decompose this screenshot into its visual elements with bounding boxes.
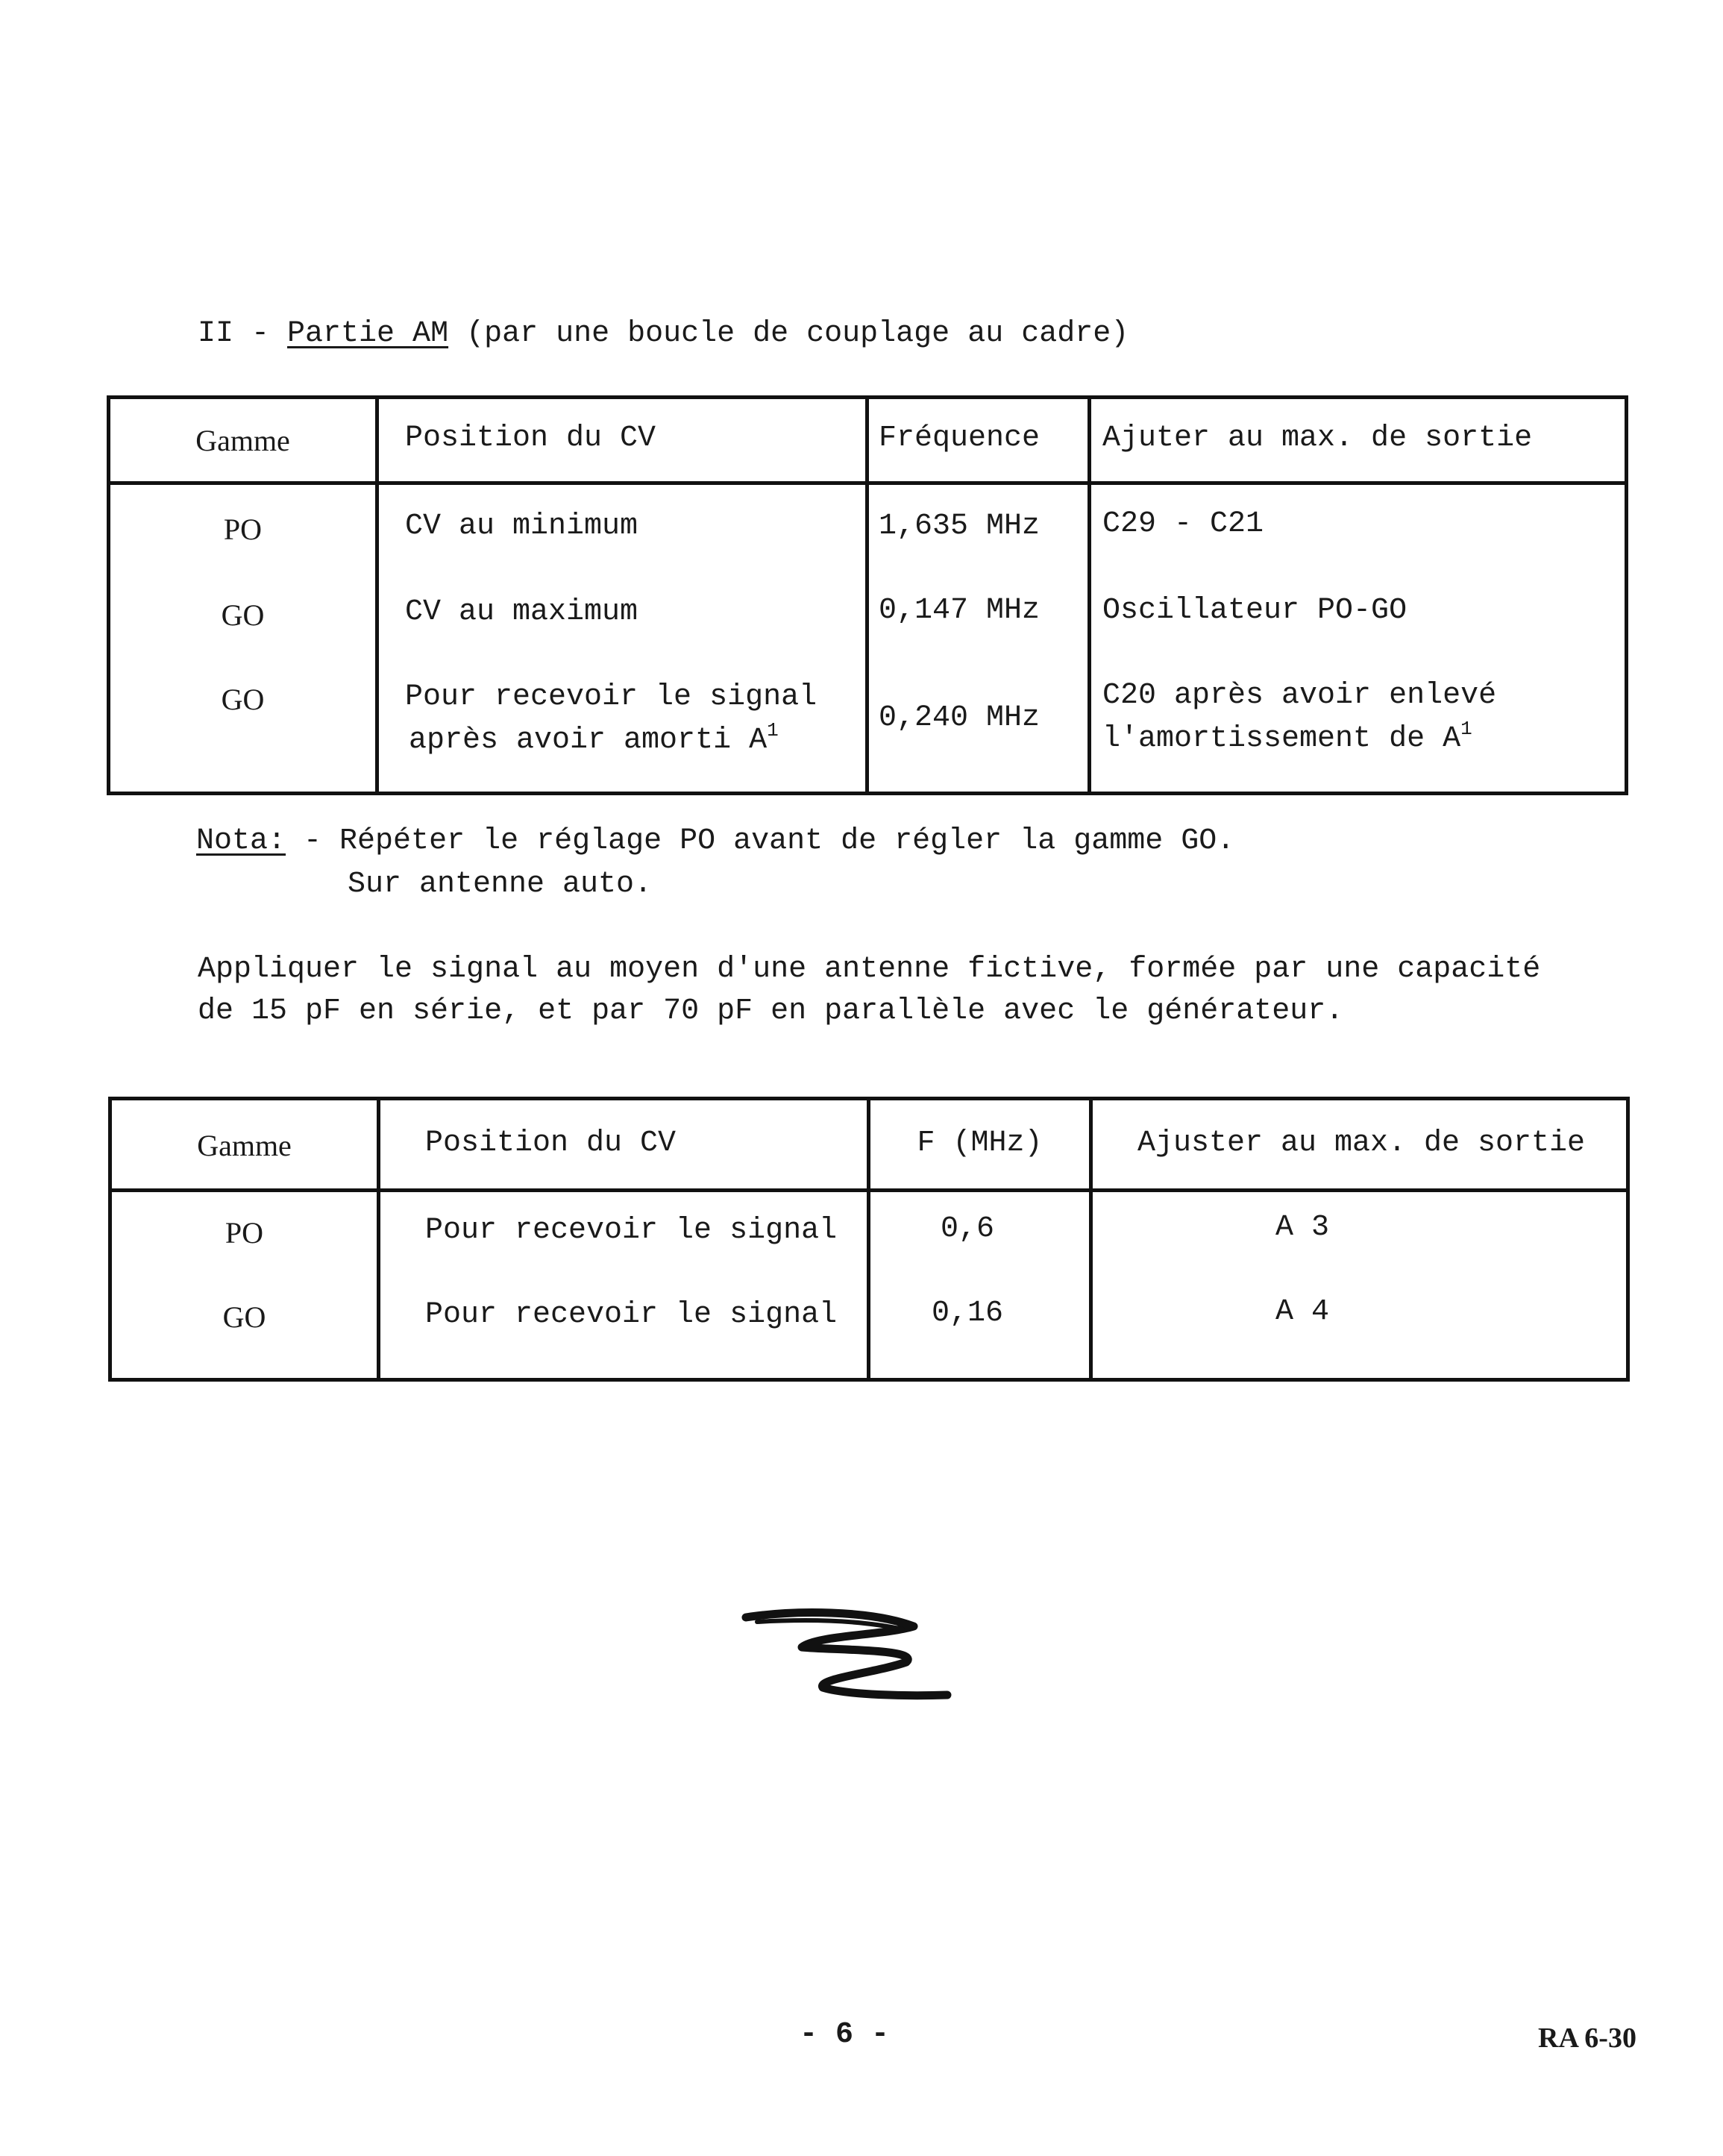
table1-header-ajuster: Ajuter au max. de sortie bbox=[1102, 422, 1533, 455]
nota-label: Nota: bbox=[196, 824, 286, 858]
table1-row1-position: CV au minimum bbox=[405, 510, 638, 543]
section-prefix: II - bbox=[198, 317, 288, 351]
page-number: - 6 - bbox=[800, 2018, 890, 2052]
table1-header-frequence: Fréquence bbox=[879, 422, 1041, 455]
section-subtitle: (par une boucle de couplage au cadre) bbox=[448, 317, 1129, 351]
table-row: GO bbox=[222, 1300, 266, 1334]
table2-row2-f: 0,16 bbox=[931, 1297, 1003, 1330]
table1-row3-position-line1: Pour recevoir le signal bbox=[405, 680, 817, 714]
table2-row1-ajuster: A 3 bbox=[1275, 1211, 1330, 1244]
table-row: GO bbox=[221, 598, 265, 632]
table2-row1-f: 0,6 bbox=[940, 1212, 994, 1246]
table1-row3-ajuster-line2: l'amortissement de $A^1$ bbox=[1102, 718, 1472, 756]
scribble-mark bbox=[735, 1604, 958, 1708]
table-row: GO bbox=[221, 683, 265, 716]
table2-header-ajuster: Ajuster au max. de sortie bbox=[1137, 1126, 1586, 1160]
table2-header-position: Position du CV bbox=[425, 1126, 677, 1160]
table-row: PO bbox=[225, 1216, 264, 1250]
paragraph-line2: de 15 pF en série, et par 70 pF en parallèle avec le générateur. bbox=[198, 994, 1344, 1028]
table1-row3-freq: 0,240 MHz bbox=[879, 701, 1041, 735]
table2-row2-ajuster: A 4 bbox=[1275, 1295, 1330, 1329]
table1-row3-ajuster-line1: C20 après avoir enlevé bbox=[1102, 679, 1497, 712]
paragraph-line1: Appliquer le signal au moyen d'une antenne fictive, formée par une capacité bbox=[198, 953, 1541, 986]
section-title: Partie AM bbox=[287, 317, 449, 351]
table1-row1-ajuster: C29 - C21 bbox=[1102, 507, 1264, 541]
table1-row3-position-line2: après avoir amorti $A^1$ bbox=[409, 719, 779, 757]
table2-header-f: F (MHz) bbox=[917, 1126, 1043, 1160]
table1-row2-ajuster: Oscillateur PO-GO bbox=[1102, 594, 1407, 627]
document-reference: RA 6-30 bbox=[1538, 2022, 1636, 2054]
table1-row2-position: CV au maximum bbox=[405, 595, 638, 629]
table-row: PO bbox=[223, 513, 263, 546]
table1-row2-freq: 0,147 MHz bbox=[879, 594, 1041, 627]
table2-header-gamme: Gamme bbox=[197, 1129, 292, 1162]
table2-row1-position: Pour recevoir le signal bbox=[425, 1214, 838, 1247]
nota-line1: Nota: - Répéter le réglage PO avant de régler la gamme GO. bbox=[196, 824, 1235, 858]
nota-line2: Sur antenne auto. bbox=[348, 868, 653, 901]
table-am-alignment bbox=[107, 395, 1628, 795]
table-antenna-alignment bbox=[108, 1097, 1630, 1382]
table1-header-gamme: Gamme bbox=[195, 424, 290, 457]
table2-row2-position: Pour recevoir le signal bbox=[425, 1298, 838, 1332]
section-heading bbox=[198, 317, 1129, 351]
table1-row1-freq: 1,635 MHz bbox=[879, 510, 1041, 543]
table1-header-position: Position du CV bbox=[405, 422, 656, 455]
